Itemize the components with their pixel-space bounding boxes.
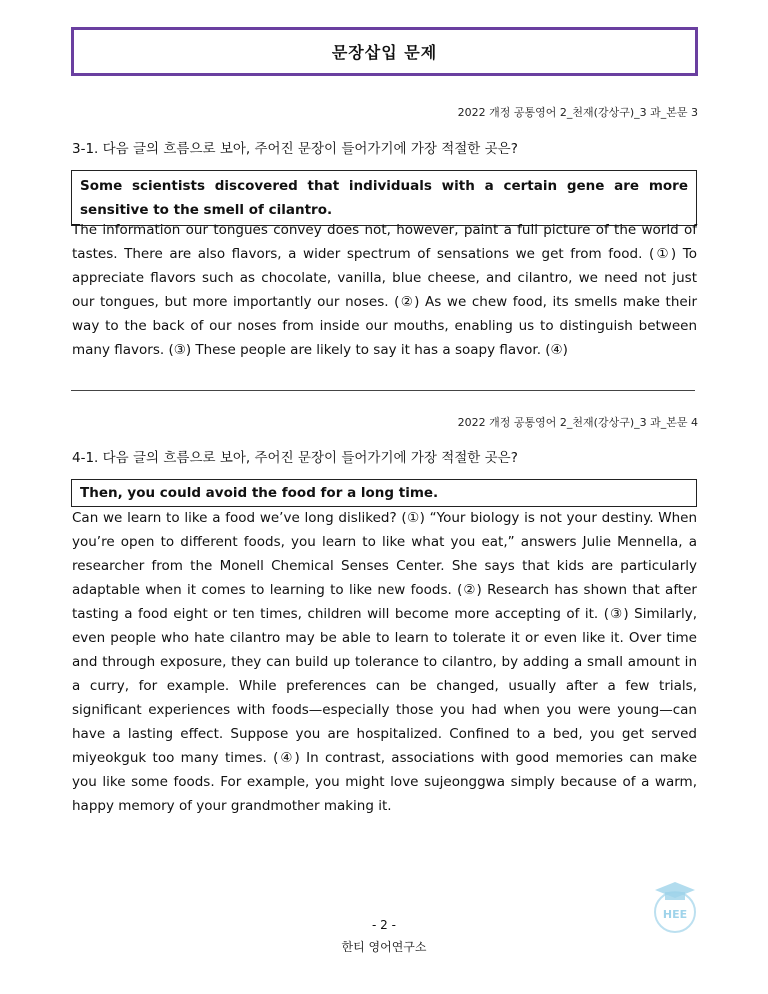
footer-label: 한티 영어연구소 — [341, 940, 427, 954]
passage-3-1: The information our tongues convey does not, however, paint a full picture of the world of tastes. There are also flavors, a wider spectrum of sensations we get from food. (①) To appreciate flavors such as chocolate, vanilla, blue cheese, and cilantro, we need not just our tongues, but more importantly our noses. (②) As we chew food, its smells make their way to the back of our noses from inside our mouths, enabling us to distinguish between many flavors. (③) These people are likely to say it has a soapy flavor. (④) — [72, 222, 697, 358]
page-title: 문장삽입 문제 — [331, 43, 438, 62]
logo-text: HEE — [662, 908, 688, 921]
given-sentence-4-1: Then, you could avoid the food for a long time. — [71, 479, 697, 507]
question-3-1: 3-1. 다음 글의 흐름으로 보아, 주어진 문장이 들어가기에 가장 적절한 곳은? — [72, 141, 518, 157]
page-number: - 2 - — [372, 918, 396, 932]
section-divider — [71, 390, 695, 391]
title-box — [71, 27, 698, 76]
passage-4-1: Can we learn to like a food we’ve long disliked? (①) “Your biology is not your destiny. When you’re open to different foods, you learn to like what you eat,” answers Julie Mennella, a researcher from the Monell Chemical Senses Center. She says that kids are particularly adaptable when it comes to learning to like new foods. (②) Research has shown that after tasting a food eight or ten times, children will become more accepting of it. (③) Similarly, even people who hate cilantro may be able to learn to tolerate it or even like it. Over time and through exposure, they can build up tolerance to cilantro, by adding a small amount in a curry, for example. While preferences can be changed, usually after a few trials, significant experiences with foods—especially those you had when you were young—can have a lasting effect. Suppose you are hospitalized. Confined to a bed, you get served miyeokguk too many times. (④) In contrast, associations with good memories can make you like some foods. For example, you might love sujeonggwa simply because of a warm, happy memory of your grandmother making it. — [72, 510, 697, 814]
source-label: 2022 개정 공통영어 2_천재(강상구)_3 과_본문 4 — [457, 416, 698, 429]
hee-logo — [650, 880, 700, 936]
question-4-1: 4-1. 다음 글의 흐름으로 보아, 주어진 문장이 들어가기에 가장 적절한 곳은? — [72, 450, 518, 466]
source-label: 2022 개정 공통영어 2_천재(강상구)_3 과_본문 3 — [457, 106, 698, 119]
given-sentence-3-1: Some scientists discovered that individuals with a certain gene are more sensitive to the smell of cilantro. — [71, 170, 697, 226]
